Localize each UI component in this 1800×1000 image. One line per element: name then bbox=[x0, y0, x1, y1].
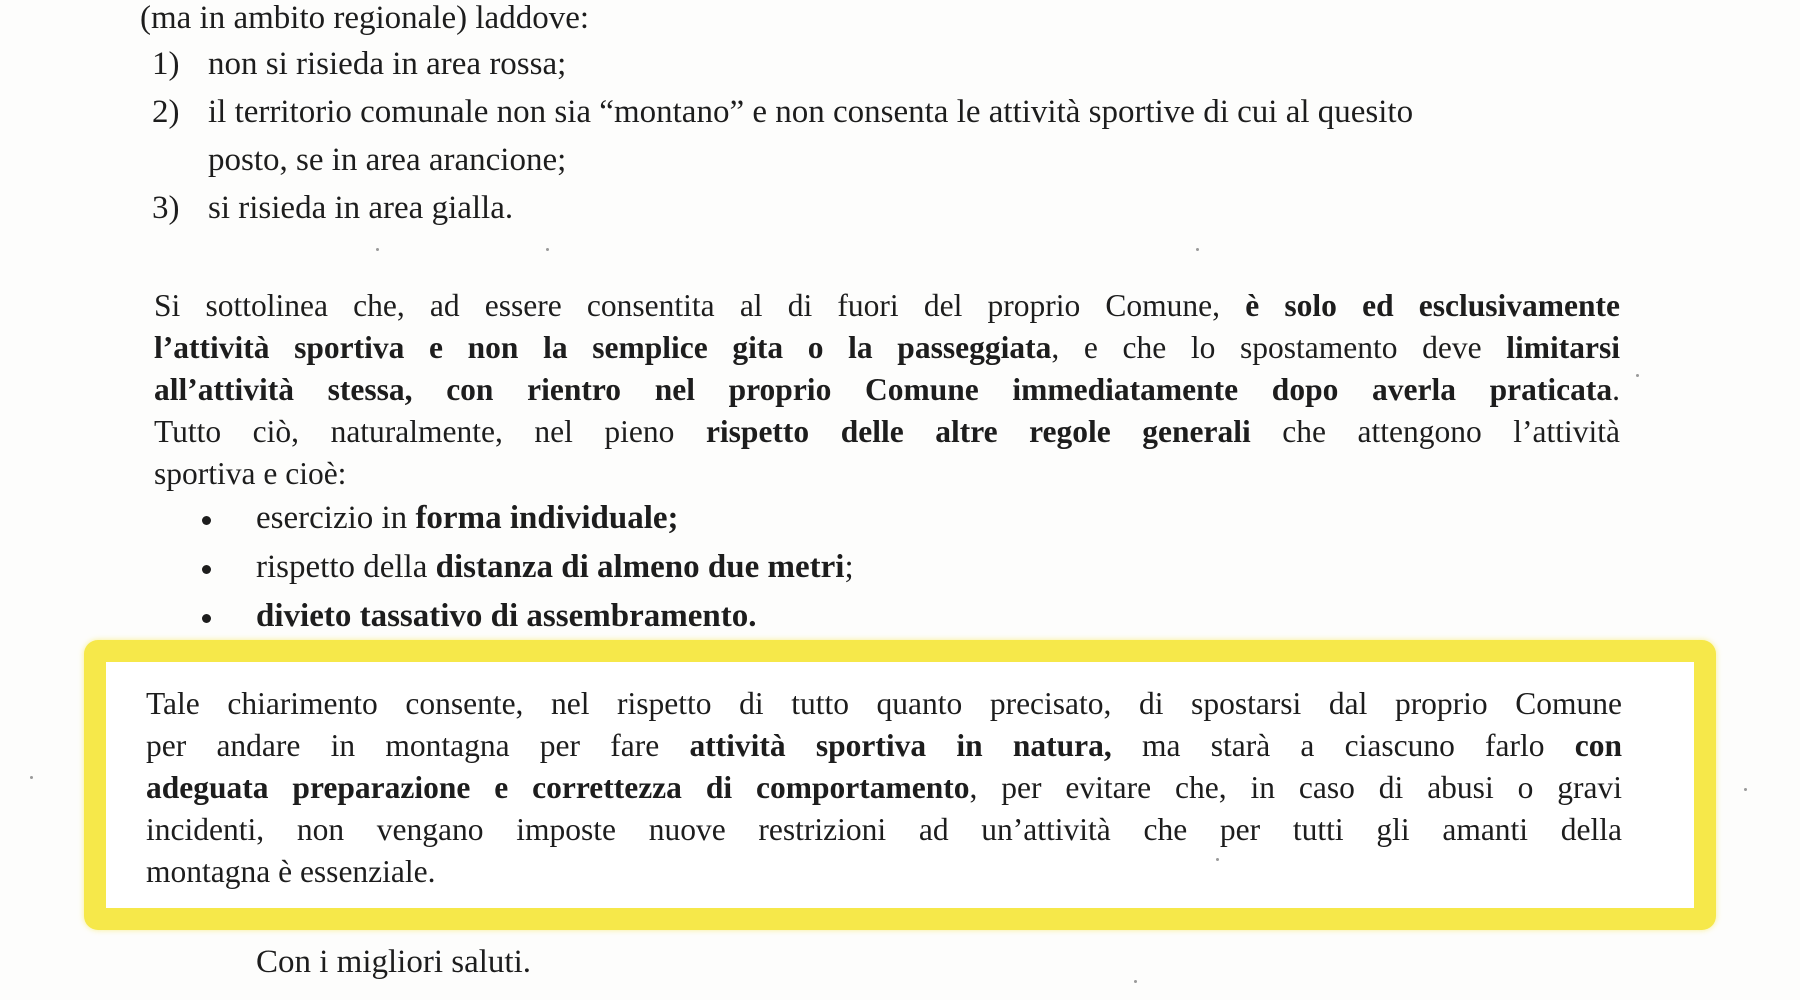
highlight-line: per andare in montagna per fare attività sportiva in natura, ma starà a ciascuno farlo con bbox=[146, 728, 1622, 763]
bullet-icon bbox=[202, 516, 211, 525]
scan-speck bbox=[1636, 374, 1639, 377]
intro-line: (ma in ambito regionale) laddove: bbox=[140, 0, 590, 36]
paragraph-line: sportiva e cioè: bbox=[154, 456, 347, 491]
paragraph-line: Si sottolinea che, ad essere consentita al di fuori del proprio Comune, è solo ed esclusivamente bbox=[154, 288, 1620, 323]
highlight-line: adeguata preparazione e correttezza di comportamento, per evitare che, in caso di abusi o gravi bbox=[146, 770, 1622, 805]
paragraph-line: l’attività sportiva e non la semplice gita o la passeggiata, e che lo spostamento deve limitarsi bbox=[154, 330, 1620, 365]
list-number: 2) bbox=[152, 94, 180, 130]
scan-speck bbox=[30, 776, 33, 779]
scan-speck bbox=[1744, 788, 1747, 791]
scan-speck bbox=[1216, 858, 1219, 861]
scan-speck bbox=[376, 248, 379, 251]
closing-greeting: Con i migliori saluti. bbox=[256, 944, 532, 980]
list-item-text-continued: posto, se in area arancione; bbox=[208, 142, 567, 178]
list-item-text: il territorio comunale non sia “montano” e non consenta le attività sportive di cui al quesito bbox=[208, 94, 1414, 130]
scan-speck bbox=[1196, 248, 1199, 251]
bullet-item: divieto tassativo di assembramento. bbox=[256, 598, 757, 634]
scan-speck bbox=[1134, 980, 1137, 983]
highlight-line: incidenti, non vengano imposte nuove restrizioni ad un’attività che per tutti gli amanti della bbox=[146, 812, 1622, 847]
scan-speck bbox=[546, 248, 549, 251]
list-number: 1) bbox=[152, 46, 180, 82]
bullet-item: esercizio in forma individuale; bbox=[256, 500, 679, 536]
highlight-line: Tale chiarimento consente, nel rispetto di tutto quanto precisato, di spostarsi dal proprio Comune bbox=[146, 686, 1622, 721]
list-item-text: si risieda in area gialla. bbox=[208, 190, 514, 226]
bullet-icon bbox=[202, 565, 211, 574]
paragraph-line: all’attività stessa, con rientro nel proprio Comune immediatamente dopo averla praticata. bbox=[154, 372, 1620, 407]
highlight-line: montagna è essenziale. bbox=[146, 854, 436, 889]
paragraph-line: Tutto ciò, naturalmente, nel pieno rispetto delle altre regole generali che attengono l’attività bbox=[154, 414, 1621, 449]
bullet-item: rispetto della distanza di almeno due metri; bbox=[256, 549, 854, 585]
list-number: 3) bbox=[152, 190, 180, 226]
list-item-text: non si risieda in area rossa; bbox=[208, 46, 567, 82]
bullet-icon bbox=[202, 614, 211, 623]
